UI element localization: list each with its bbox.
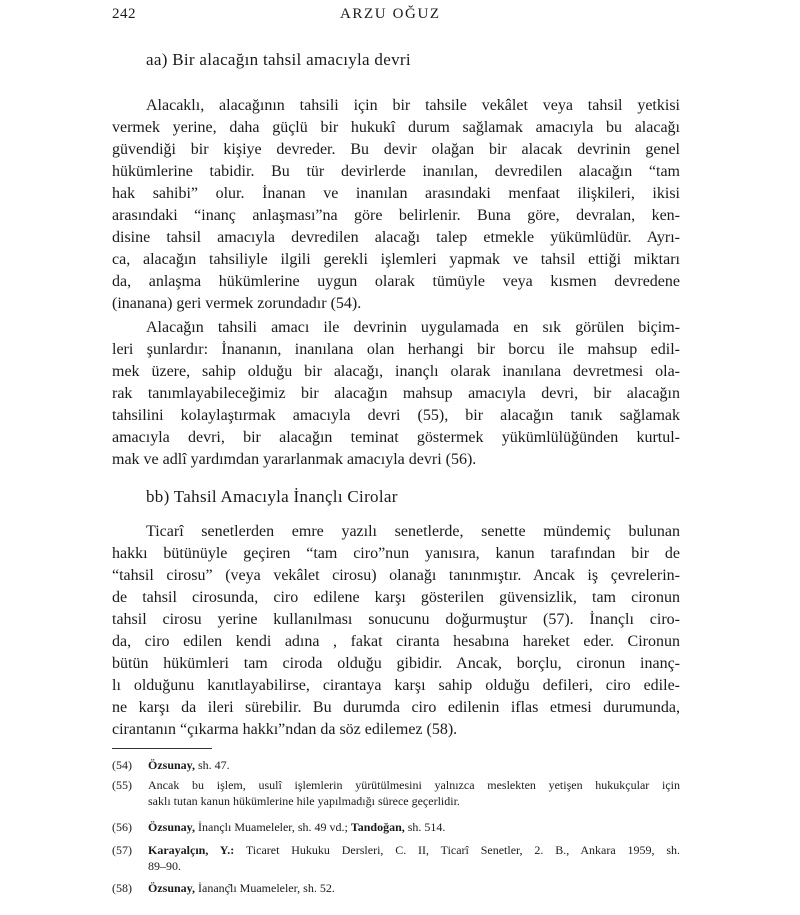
footnote-text: Ticaret Hukuku Dersleri, C. II, Ticarî Senetler, 2. B., Ankara 1959, sh.	[234, 843, 680, 857]
text-line: güvendiği bir kişiye devreder. Bu devir olağan bir alacak devrinin genel	[112, 141, 680, 158]
text-line: de tahsil cirosunda, ciro edilene karşı gösterilen güvensizlik, tam cironun	[112, 589, 680, 606]
text-line: bütün hükümleri tam ciroda olduğu gibidir. Ancak, borçlu, cironun inanç-	[112, 655, 680, 672]
text-line: da, ciro edilen kendi adına , fakat ciranta hesabına hareket eder. Cironun	[112, 633, 680, 650]
text-line: leri şunlardır: İnananın, inanılana olan herhangi bir borcu ile mahsup edil-	[112, 341, 680, 358]
text-line: mek üzere, sahip olduğu bir alacağı, inançlı olarak inanılana devretmesi ola-	[112, 363, 680, 380]
section-heading-bb: bb) Tahsil Amacıyla İnançlı Cirolar	[146, 487, 398, 506]
text-line: ne karşı da ileri sürebilir. Bu durumda ciro edilenin iflas etmesi durumunda,	[112, 699, 680, 716]
footnote-58	[112, 880, 680, 896]
text-line: hakkı bütünüyle geçiren “tam ciro”nun yanısıra, kanun tarafından bir de	[112, 545, 680, 562]
text-line: da, anlaşma hükümlerine uygun olarak tümüyle veya kısmen devredene	[112, 273, 680, 290]
footnote-55	[112, 777, 680, 809]
text-line: tahsilini kolaylaştırmak amacıyla devri (55), bir alacağın tanık sağlamak	[112, 407, 680, 424]
footnote-author: Özsunay,	[148, 881, 196, 895]
footnote-number: (56)	[112, 820, 132, 834]
text-line: hükümlerine tabidir. Bu tür devirlerde inanılan, devredilen alacağın “tam	[112, 163, 680, 180]
text-line: ca, alacağın tahsiliyle ilgili gerekli işlemleri yapmak ve tahsil ettiği miktarı	[112, 251, 680, 268]
text-line: Alacaklı, alacağının tahsili için bir tahsile vekâlet veya tahsil yetkisi	[146, 97, 680, 114]
footnote-text: sh. 47.	[195, 758, 230, 772]
text-line: Alacağın tahsili amacı ile devrinin uygulamada en sık görülen biçim-	[146, 319, 680, 336]
paragraph-3	[112, 521, 680, 741]
section-heading-aa: aa) Bir alacağın tahsil amacıyla devri	[146, 50, 411, 69]
footnote-divider	[112, 748, 212, 749]
footnote-author: Özsunay,	[148, 820, 196, 834]
text-line: cirantanın “çıkarma hakkı”ndan da söz edilemez (58).	[112, 721, 458, 738]
text-line: disine tahsil amacıyla devredilen alacağı talep etmekle yükümlüdür. Ayrı-	[112, 229, 680, 246]
text-line: mak ve adlî yardımdan yararlanmak amacıyla devri (56).	[112, 451, 477, 468]
footnote-author: Tandoğan,	[350, 820, 405, 834]
text-line: amacıyla devri, bir alacağın teminat göstermek yükümlülüğünden kurtul-	[112, 429, 680, 446]
footnote-57	[112, 842, 680, 874]
paragraph-2	[112, 317, 680, 471]
page-header	[0, 6, 800, 26]
text-line: vermek yerine, daha güçlü bir hukukî durum sağlamak amacıyla bu alacağı	[112, 119, 680, 136]
text-line: rak tanımlayabileceğimiz bir alacağın mahsup amacıyla devri, bir alacağın	[112, 385, 680, 402]
page-number: 242	[112, 6, 136, 22]
running-head: ARZU OĞUZ	[340, 6, 441, 22]
text-line: arasındaki “inanç anlaşması”na göre belirlenir. Buna göre, devralan, ken-	[112, 207, 680, 224]
text-line: tahsil cirosu yerine kullanılması sonucunu doğurmuştur (57). İnançlı ciro-	[112, 611, 680, 628]
footnote-text: sh. 514.	[404, 820, 446, 834]
text-line: hak sahibi” olur. İnanan ve inanılan arasındaki menfaat ilişkileri, ikisi	[112, 185, 680, 202]
text-line: lı olduğunu kanıtlayabilirse, cirantaya karşı sahip olduğu defileri, ciro edile-	[112, 677, 680, 694]
footnote-number: (55)	[112, 778, 132, 792]
footnote-text: Ancak bu işlem, usulî işlemlerin yürütülmesini yalnızca meslekten yetişen hukukçular için	[148, 778, 680, 792]
footnote-54	[112, 757, 680, 773]
paragraph-1	[112, 95, 680, 315]
footnote-56	[112, 819, 680, 835]
footnote-number: (54)	[112, 758, 132, 772]
footnote-number: (58)	[112, 881, 132, 895]
footnote-author: Karayalçın, Y.:	[148, 843, 235, 857]
text-line: Ticarî senetlerden emre yazılı senetlerde, senette mündemiç bulunan	[146, 523, 680, 540]
text-line: “tahsil cirosu” (veya vekâlet cirosu) olanağı tanınmıştır. Ancak iş çevrelerin-	[112, 567, 680, 584]
footnote-text: İananç͂lı Muameleler, sh. 52.	[195, 881, 335, 895]
text-line: (inanana) geri vermek zorundadır (54).	[112, 295, 362, 312]
footnote-text: İnançlı Muameleler, sh. 49 vd.;	[195, 820, 351, 834]
footnote-number: (57)	[112, 843, 132, 857]
footnote-author: Özsunay,	[148, 758, 196, 772]
footnote-text: saklı tutan kanun hükümlerine hile yapılmadığı sürece geçerlidir.	[148, 794, 460, 808]
footnote-text: 89–90.	[148, 859, 181, 873]
